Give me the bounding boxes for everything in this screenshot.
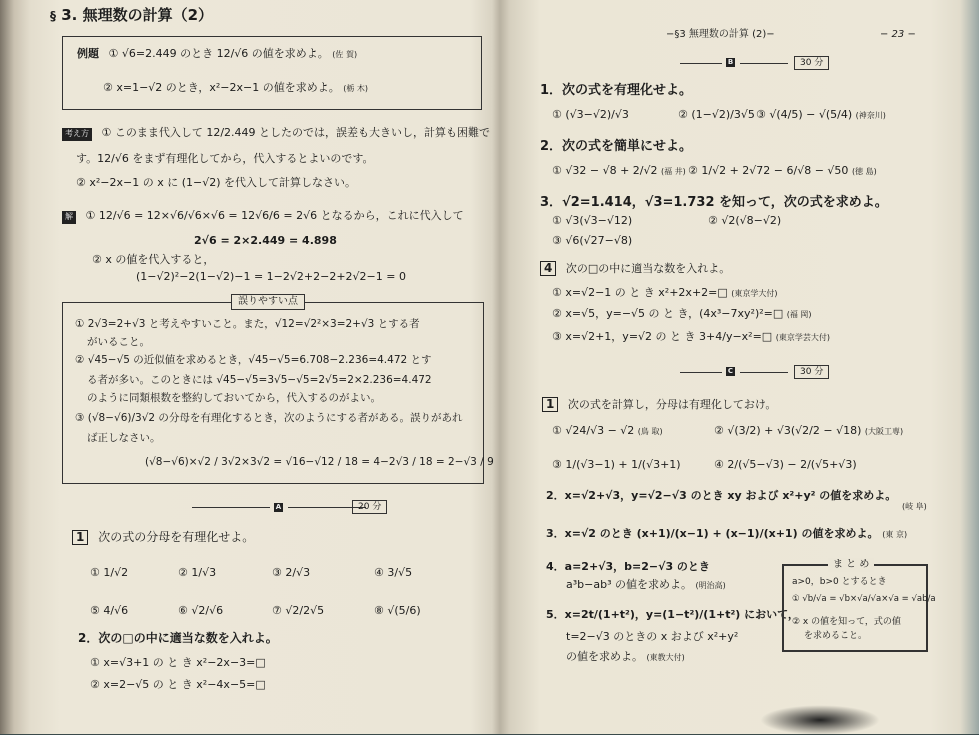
solution-2: ② x の値を代入すると， [92,253,215,266]
r1-source: (神奈川) [855,111,886,120]
mistake-2c: のように同類根数を整約しておいてから，代入するのがよい。 [87,392,381,404]
r3-item-3: ③ √6(√27−√8) [552,234,633,247]
r3-text: 3．√2=1.414，√3=1.732 を知って，次の式を求めよ。 [540,195,888,210]
divider-line [192,507,270,508]
r1-text: 1．次の式を有理化せよ。 [540,83,693,98]
solution-1b: 2√6 = 2×2.449 = 4.898 [194,234,337,247]
mistakes-box [62,296,494,484]
q1-item: ④ 3/√5 [374,566,413,579]
s3-text: 3．x=√2 のとき (x+1)/(x−1) + (x−1)/(x+1) の値を求めよ。 [546,527,879,540]
s1-item-1-source: (鳥 取) [637,427,663,436]
r1-item-2: ② (1−√2)/3√5 [678,108,755,121]
summary-3b: を求めること。 [804,631,868,641]
example-2-source: (栃 木) [343,84,369,93]
summary-1: a>0，b>0 とするとき [792,577,887,587]
left-header [50,5,213,25]
divider-line [680,372,722,373]
q1-item: ① 1/√2 [90,566,129,579]
hand-shadow [760,705,880,735]
r2-item-1-source: (福 井) [661,167,686,176]
example-label: 例題 [77,47,99,60]
r4-number: 4 [540,261,556,276]
section-mark: § [50,9,56,23]
r4-item-2: ② x=√5，y=−√5 の と き，(4x³−7xy²)²=□ [552,307,784,320]
mistakes-title: 誤りやすい点 [231,294,305,310]
q1-item: ③ 2/√3 [272,566,311,579]
r2-item-2-source: (徳 島) [851,167,877,176]
s1-text: 次の式を計算し，分母は有理化しておけ。 [567,398,777,411]
right-page [528,0,940,734]
q2-item-1: ① x=√3+1 の と き x²−2x−3=□ [90,656,266,669]
solution-1: ① 12/√6 = 12×√6/√6×√6 = 12√6/6 = 2√6 となるから，これに代入して [85,209,464,222]
mistake-3b: ば正しなさい。 [87,432,161,444]
section-c-mark: C [727,367,734,375]
q1-item: ⑥ √2/√6 [178,604,224,617]
r4-item-3: ③ x=√2+1，y=√2 の と き 3+4/y−x²=□ [552,330,773,343]
s2-text: 2．x=√2+√3，y=√2−√3 のとき xy および x²+y² の値を求めよ。 [546,489,897,502]
section-b-mark: B [727,58,734,66]
example-1-source: (佐 賀) [332,50,358,59]
divider-line [740,372,788,373]
solution-2b: (1−√2)²−2(1−√2)−1 = 1−2√2+2−2+2√2−1 = 0 [136,270,406,283]
divider-line [680,63,722,64]
solution-label: 解 [62,211,76,224]
r4-text: 次の□の中に適当な数を入れよ。 [565,262,731,275]
r4-item-1: ① x=√2−1 の と き x²+2x+2=□ [552,286,728,299]
s1-item-3: ③ 1/(√3−1) + 1/(√3+1) [552,458,681,471]
right-header: −§3 無理数の計算 (2)− [666,29,775,40]
s1-item-2: ② √(3/2) + √3(√2/2 − √18) [714,424,862,437]
hint-2: ② x²−2x−1 の x に (1−√2) を代入して計算しなさい。 [76,176,357,189]
r2-item-2: ② 1/√2 + 2√72 − 6/√8 − √50 [688,164,849,177]
example-box [62,36,482,110]
s4-text-b: a³b−ab³ の値を求めよ。 [566,578,692,591]
q2-text: 2．次の□の中に適当な数を入れよ。 [78,631,278,645]
s2-source: (岐 阜) [902,502,927,511]
r3-item-2: ② √2(√8−√2) [708,214,782,227]
r4-item-2-source: (福 岡) [786,310,812,319]
s1-item-1: ① √24/√3 − √2 [552,424,635,437]
r4-item-3-source: (東京学芸大付) [775,333,830,342]
r1-item-1: ① (√3−√2)/√3 [552,108,629,121]
divider-line [740,63,788,64]
s1-item-4: ④ 2/(√5−√3) − 2/(√5+√3) [714,458,857,471]
q1-number: 1 [72,530,88,545]
s3-source: (東 京) [882,530,908,539]
mistake-3: ③ (√8−√6)/3√2 の分母を有理化するとき，次のようにする者がある。誤りがあれ [75,412,463,424]
q1-item: ⑦ √2/2√5 [272,604,325,617]
s5-text-b: t=2−√3 のときの x および x²+y² [566,630,739,643]
r1-item-3: ③ √(4/5) − √(5/4) [756,108,853,121]
mistake-2b: る者が多い。このときには √45−√5=3√5−√5=2√5=2×2.236=4.472 [87,374,432,386]
page-number: − 23 − [880,29,916,40]
s1-item-2-source: (大阪工専) [864,427,904,436]
mistake-3c: (√8−√6)×√2 / 3√2×3√2 = √16−√12 / 18 = 4−2√3 / 18 = 2−√3 / 9 [145,456,494,468]
left-page [44,0,494,734]
s4-text: 4．a=2+√3，b=2−√3 のとき [546,560,710,573]
hint-label: 考え方 [62,128,92,141]
timer-a: 20 分 [352,500,387,514]
r3-item-1: ① √3(√3−√12) [552,214,633,227]
timer-c: 30 分 [794,365,829,379]
q1-item: ② 1/√3 [178,566,217,579]
left-page-title: 3. 無理数の計算（2） [61,6,214,24]
hint-1b: す。12/√6 をまず有理化してから，代入するとよいのです。 [76,152,374,165]
summary-title: ま と め [828,558,874,572]
timer-b: 30 分 [794,56,829,70]
r4-item-1-source: (東京学大付) [731,289,778,298]
s5-text-c: の値を求めよ。 [566,650,643,663]
example-1: ① √6=2.449 のとき 12/√6 の値を求めよ。 [108,47,329,60]
mistake-1: ① 2√3=2+√3 と考えやすいこと。また，√12=√2²×3=2+√3 とする者 [75,318,420,330]
r2-text: 2．次の式を簡単にせよ。 [540,139,693,154]
summary-3: ② x の値を知って，式の値 [792,617,901,627]
q1-text: 次の式の分母を有理化せよ。 [98,530,255,544]
summary-2: ① √b/√a = √b×√a/√a×√a = √ab/a [792,594,936,604]
s5-text: 5．x=2t/(1+t²)，y=(1−t²)/(1+t²) において， [546,608,799,621]
s1-number: 1 [542,397,558,412]
s5-source: (東教大付) [646,653,685,662]
q2-item-2: ② x=2−√5 の と き x²−4x−5=□ [90,678,266,691]
mistake-1b: がいること。 [87,336,150,348]
r2-item-1: ① √32 − √8 + 2/√2 [552,164,658,177]
q1-item: ⑧ √(5/6) [374,604,421,617]
summary-box [782,559,936,652]
example-2: ② x=1−√2 のとき，x²−2x−1 の値を求めよ。 [103,81,340,94]
section-a-mark: A [275,503,282,511]
s4-source: (明治高) [695,581,726,590]
hint-1: ① このまま代入して 12/2.449 としたのでは，誤差も大きいし，計算も困難で [101,126,491,139]
mistake-2: ② √45−√5 の近似値を求めるとき，√45−√5=6.708−2.236=4.472 とす [75,354,432,366]
q1-item: ⑤ 4/√6 [90,604,129,617]
